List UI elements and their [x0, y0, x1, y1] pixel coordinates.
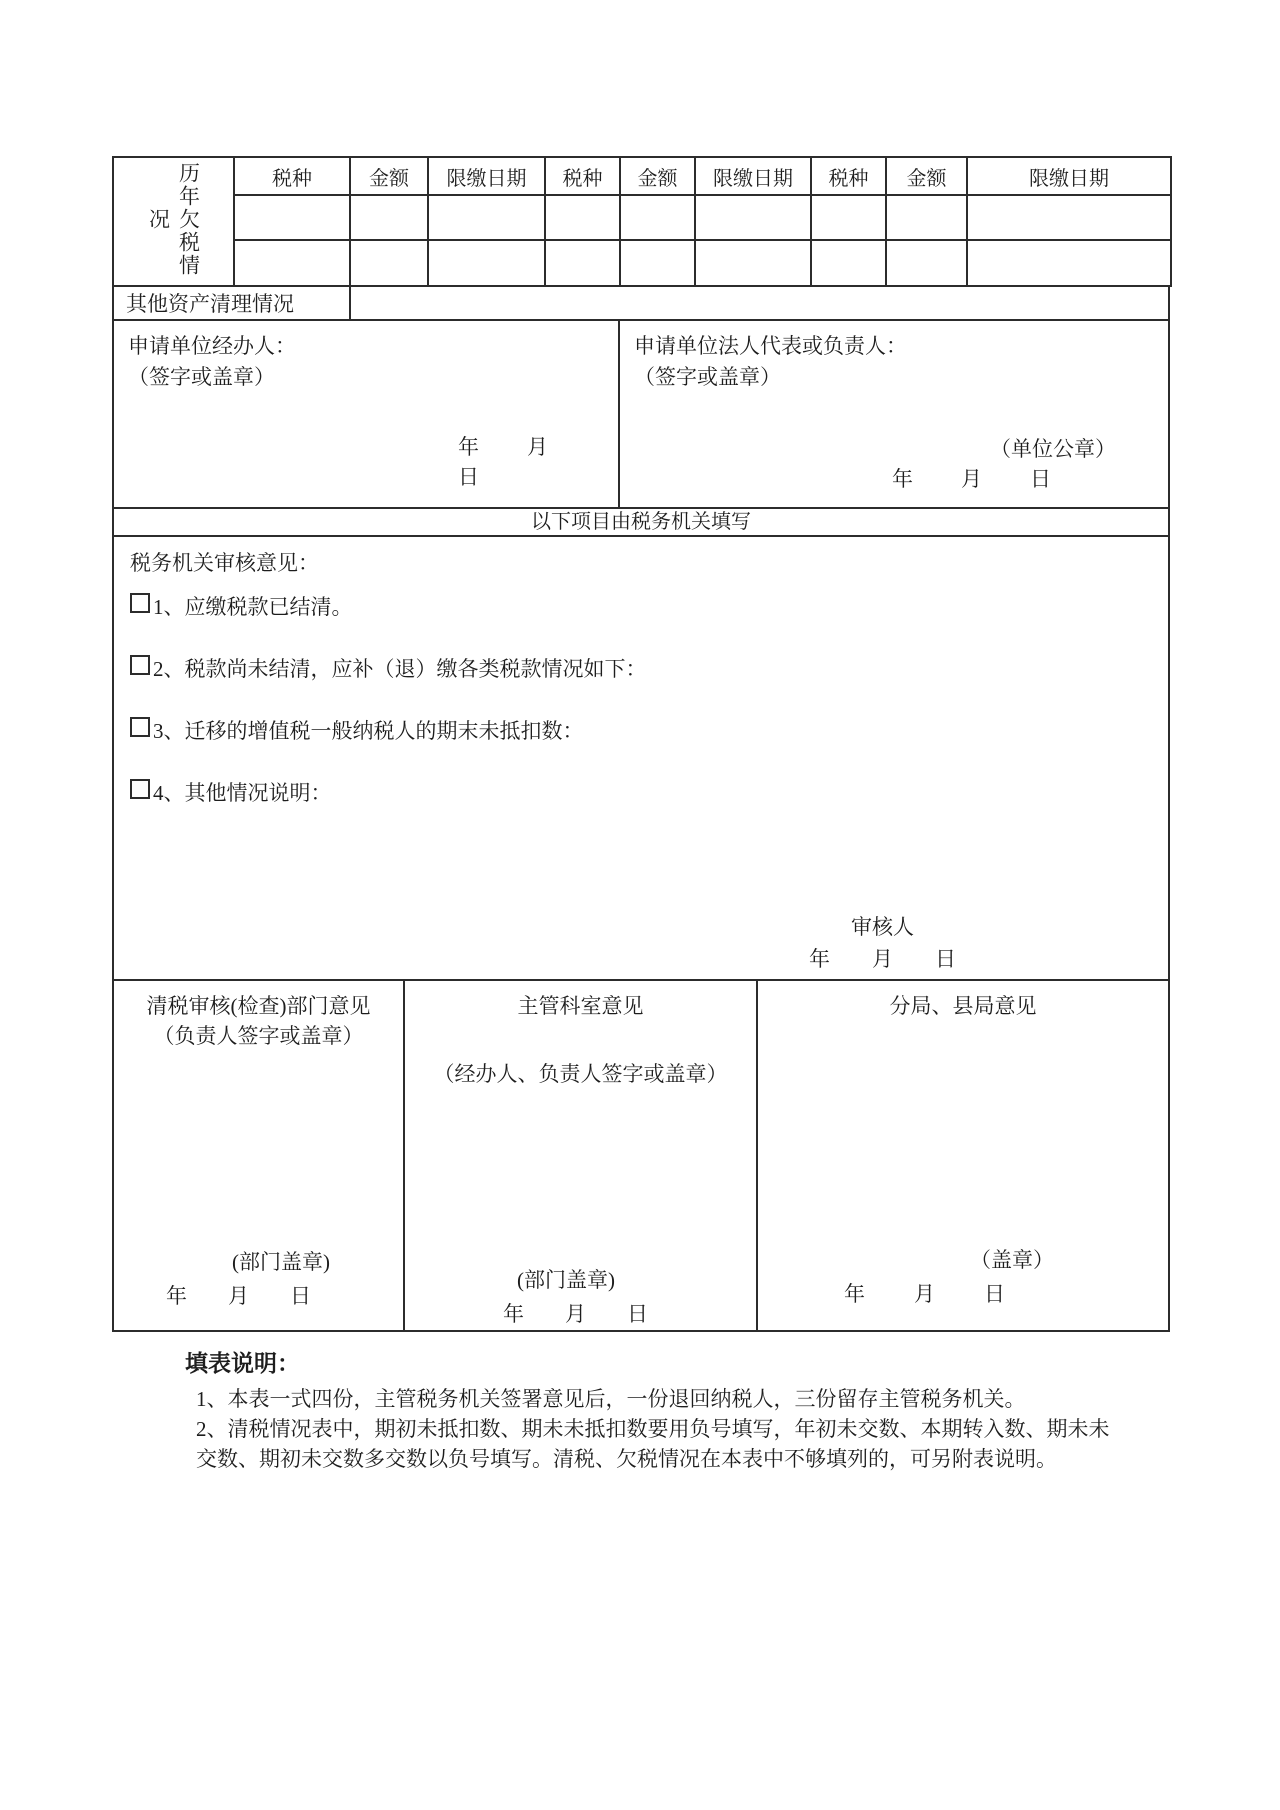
- section-office-opinion-cell: [405, 981, 758, 1330]
- header-amount-1: 金额: [350, 157, 428, 195]
- applicant-section: [112, 321, 1170, 509]
- note-1: 1、本表一式四份，主管税务机关签署意见后，一份退回纳税人，三份留存主管税务机关。: [196, 1387, 1026, 1411]
- input-cell[interactable]: [811, 240, 886, 286]
- input-cell[interactable]: [234, 240, 350, 286]
- review-item-2: [130, 655, 1152, 683]
- input-cell[interactable]: [350, 195, 428, 240]
- input-cell[interactable]: [428, 240, 545, 286]
- other-assets-input[interactable]: [351, 287, 1168, 319]
- reviewer-label: 审核人: [851, 915, 914, 939]
- section-office-title: 主管科室意见: [517, 994, 644, 1018]
- input-cell[interactable]: [967, 195, 1171, 240]
- tax-clearance-form: [112, 156, 1170, 1332]
- section-office-date: 年 月 日: [503, 1302, 658, 1326]
- header-tax-type-2: 税种: [545, 157, 620, 195]
- header-amount-2: 金额: [620, 157, 695, 195]
- arrears-row-2: [113, 240, 1171, 286]
- header-deadline-1: 限缴日期: [428, 157, 545, 195]
- review-item-4-text: 4、其他情况说明：: [153, 781, 332, 805]
- bureau-date: 年 月 日: [844, 1282, 1019, 1306]
- department-opinions: [112, 981, 1170, 1332]
- tax-authority-banner: 以下项目由税务机关填写: [112, 509, 1170, 537]
- notes-heading: 填表说明：: [185, 1351, 300, 1376]
- input-cell[interactable]: [886, 240, 967, 286]
- input-cell[interactable]: [695, 195, 811, 240]
- header-tax-type-3: 税种: [811, 157, 886, 195]
- input-cell[interactable]: [428, 195, 545, 240]
- input-cell[interactable]: [695, 240, 811, 286]
- review-item-2-text: 2、税款尚未结清，应补（退）缴各类税款情况如下：: [153, 657, 647, 681]
- clearance-dept-stamp-hint: (部门盖章): [232, 1250, 330, 1274]
- arrears-corner-label: [113, 157, 234, 286]
- legal-sign-hint: （签字或盖章）: [634, 365, 781, 389]
- bureau-stamp-hint: （盖章）: [970, 1248, 1054, 1272]
- note-2: 2、清税情况表中，期初未抵扣数、期未未抵扣数要用负号填写，年初未交数、本期转入数、期未未交数、期初未交数多交数以负号填写。清税、欠税情况在本表中不够填列的，可另附表说明。: [196, 1417, 1110, 1471]
- review-item-1: [130, 593, 1152, 621]
- input-cell[interactable]: [234, 195, 350, 240]
- review-item-1-text: 1、应缴税款已结清。: [153, 595, 353, 619]
- arrears-table: [112, 156, 1172, 287]
- checkbox-1[interactable]: [130, 593, 150, 613]
- other-assets-row: [112, 287, 1170, 321]
- company-seal-hint: （单位公章）: [990, 437, 1116, 461]
- other-assets-label: 其他资产清理情况: [114, 287, 351, 319]
- clearance-dept-title: 清税审核(检查)部门意见: [146, 994, 371, 1018]
- checkbox-4[interactable]: [130, 779, 150, 799]
- input-cell[interactable]: [545, 240, 620, 286]
- review-section: [112, 537, 1170, 981]
- input-cell[interactable]: [545, 195, 620, 240]
- bureau-opinion-cell: [758, 981, 1168, 1330]
- header-amount-3: 金额: [886, 157, 967, 195]
- checkbox-3[interactable]: [130, 717, 150, 737]
- section-office-stamp-hint: (部门盖章): [517, 1268, 615, 1292]
- reviewer-date: 年 月 日: [809, 947, 956, 971]
- agent-label: 申请单位经办人：: [128, 334, 296, 358]
- agent-sign-hint: （签字或盖章）: [128, 365, 275, 389]
- clearance-dept-opinion-cell: [114, 981, 405, 1330]
- agent-date: 年 月 日: [458, 435, 596, 489]
- applicant-legal-cell: [620, 321, 1168, 507]
- legal-label: 申请单位法人代表或负责人：: [634, 334, 907, 358]
- clearance-dept-sign-hint: （负责人签字或盖章）: [153, 1024, 364, 1048]
- applicant-agent-cell: [114, 321, 620, 507]
- arrears-row-1: [113, 195, 1171, 240]
- header-deadline-2: 限缴日期: [695, 157, 811, 195]
- input-cell[interactable]: [350, 240, 428, 286]
- review-item-4: [130, 779, 1152, 807]
- review-title: 税务机关审核意见：: [130, 551, 319, 575]
- bureau-title: 分局、县局意见: [889, 994, 1037, 1018]
- legal-date: 年 月 日: [892, 467, 1053, 491]
- arrears-corner-text: 历年欠税情况: [146, 162, 201, 277]
- input-cell[interactable]: [620, 240, 695, 286]
- input-cell[interactable]: [620, 195, 695, 240]
- review-item-3: [130, 717, 1152, 745]
- review-item-3-text: 3、迁移的增值税一般纳税人的期末未抵扣数：: [153, 719, 584, 743]
- section-office-sign-hint: （经办人、负责人签字或盖章）: [433, 1062, 728, 1086]
- header-deadline-3: 限缴日期: [967, 157, 1171, 195]
- input-cell[interactable]: [967, 240, 1171, 286]
- input-cell[interactable]: [811, 195, 886, 240]
- reviewer-block: [809, 911, 956, 975]
- header-tax-type-1: 税种: [234, 157, 350, 195]
- clearance-dept-date: 年 月 日: [166, 1284, 321, 1308]
- checkbox-2[interactable]: [130, 655, 150, 675]
- input-cell[interactable]: [886, 195, 967, 240]
- notes-block: [196, 1384, 1124, 1474]
